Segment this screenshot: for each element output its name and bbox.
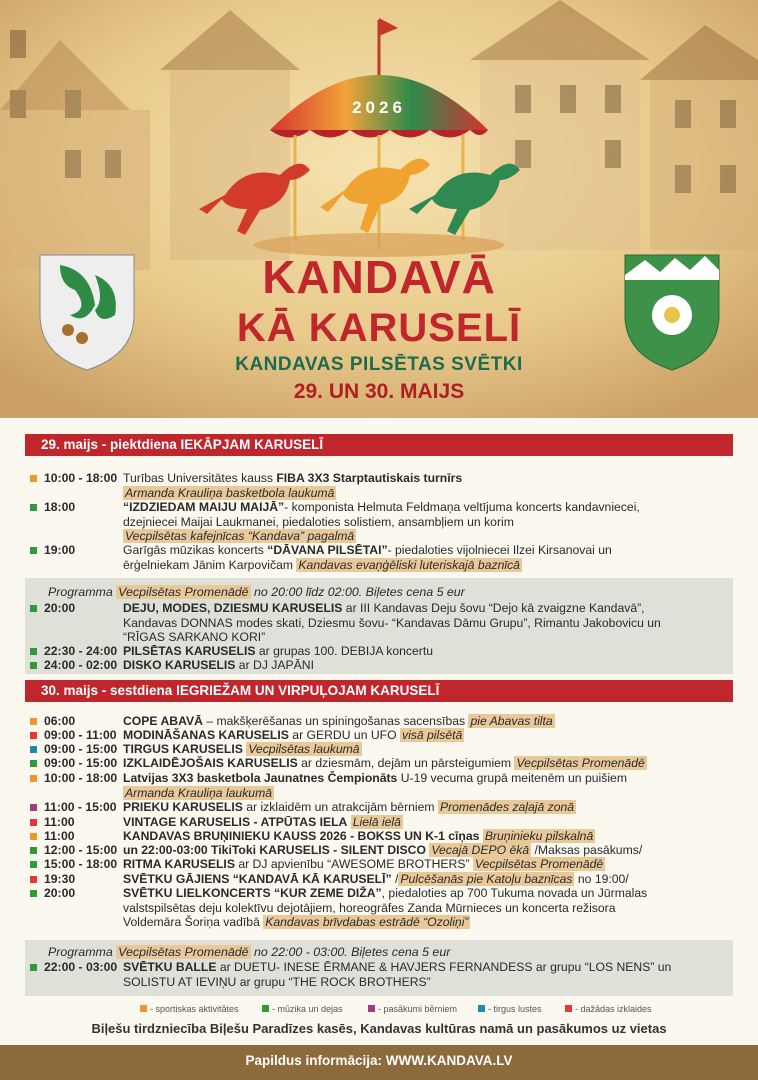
event-description: “IZDZIEDAM MAIJU MAIJĀ”- komponista Helmuta Feldmaņa veltījuma koncerts kandavniecei, dzejniecei Maijai Laukmanei, piedaloties solistiem, ansambļiem un korim Vecpilsētas kafejnīcas “Kandava” pagalmā bbox=[123, 500, 640, 544]
event-description: DEJU, MODES, DZIESMU KARUSELIS ar III Kandavas Deju šovu “Dejo kā zvaigzne Kandavā”, Kandavas DONNAS modes skati, Dziesmu šovu- “Kandavas Dāmu Grupu”, Rimantu Jakobovicu un “RĪGAS SARKANO KORI” bbox=[123, 601, 661, 645]
category-marker bbox=[30, 732, 37, 739]
event-time: 22:30 - 24:00 bbox=[44, 644, 118, 658]
event-description: PILSĒTAS KARUSELIS ar grupas 100. DEBIJA koncertu bbox=[123, 644, 433, 658]
category-marker bbox=[30, 861, 37, 868]
footer-more-info[interactable]: Papildus informācija: WWW.KANDAVA.LV bbox=[0, 1045, 758, 1080]
category-marker bbox=[30, 718, 37, 725]
event-description: COPE ABAVĀ – makšķerēšanas un spiningošanas sacensības pie Abavas tilta bbox=[123, 714, 553, 728]
category-marker bbox=[30, 876, 37, 883]
category-marker bbox=[30, 547, 37, 554]
day2-program-header: Programma Vecpilsētas Promenādē no 22:00 - 03:00. Biļetes cena 5 eur bbox=[48, 945, 451, 959]
event-time: 11:00 - 15:00 bbox=[44, 800, 117, 814]
legend-item-sport: - sportiskas aktivitātes bbox=[140, 1004, 239, 1014]
day1-program-header: Programma Vecpilsētas Promenādē no 20:00 līdz 02:00. Biļetes cena 5 eur bbox=[48, 585, 465, 599]
event-description: PRIEKU KARUSELIS ar izklaidēm un atrakcijām bērniem Promenādes zaļajā zonā bbox=[123, 800, 575, 814]
category-marker bbox=[30, 475, 37, 482]
category-marker bbox=[30, 804, 37, 811]
event-location: Armanda Krauliņa laukumā bbox=[125, 785, 273, 800]
festival-dates: 29. UN 30. MAIJS bbox=[293, 380, 465, 403]
event-description: TIRGUS KARUSELIS Vecpilsētas laukumā bbox=[123, 742, 360, 756]
event-description: Garīgās mūzikas koncerts “DĀVANA PILSĒTAI”- piedaloties vijolniecei Ilzei Kirsanovai un ērģelniekam Jānim Karpovičam Kandavas evaņģēliski luteriskajā baznīcā bbox=[123, 543, 612, 572]
event-time: 19:30 bbox=[44, 872, 76, 886]
event-time: 12:00 - 15:00 bbox=[44, 843, 118, 857]
event-description: Turības Universitātes kauss FIBA 3X3 Starptautiskais turnīrs Armanda Krauliņa basketbola laukumā bbox=[123, 471, 463, 500]
event-location: Pulcēšanās pie Katoļu baznīcas bbox=[400, 872, 573, 886]
day1-banner: 29. maijs - piektdiena IEKĀPJAM KARUSELĪ bbox=[25, 434, 733, 456]
event-time: 20:00 bbox=[44, 886, 76, 900]
festival-subtitle: KANDAVAS PILSĒTAS SVĒTKI bbox=[235, 354, 523, 375]
event-time: 19:00 bbox=[44, 543, 76, 557]
event-time: 06:00 bbox=[44, 714, 76, 728]
event-time: 18:00 bbox=[44, 500, 76, 514]
event-location: Vecpilsētas Promenādē bbox=[474, 857, 604, 871]
event-time: 11:00 bbox=[44, 829, 75, 843]
festival-title-line1: KANDAVĀ bbox=[262, 251, 496, 303]
category-marker bbox=[30, 648, 37, 655]
category-marker bbox=[30, 662, 37, 669]
category-marker bbox=[30, 504, 37, 511]
category-marker bbox=[30, 964, 37, 971]
day2-banner: 30. maijs - sestdiena IEGRIEŽAM UN VIRPUĻOJAM KARUSELĪ bbox=[25, 680, 733, 702]
event-description: SVĒTKU BALLE ar DUETU- INESE ĒRMANE & HAVJERS FERNANDESS ar grupu “LOS NENS” un SOLISTU AT IEVIŅU ar grupu “THE ROCK BROTHERS” bbox=[123, 960, 672, 989]
event-location: Vecpilsētas Promenādē bbox=[516, 756, 645, 770]
event-location: Vecajā DEPO ēkā bbox=[431, 843, 530, 857]
category-marker bbox=[30, 760, 37, 767]
event-time: 20:00 bbox=[44, 601, 76, 615]
event-description: RITMA KARUSELIS ar DJ apvienību “AWESOME BROTHERS” Vecpilsētas Promenādē bbox=[123, 857, 604, 871]
year-label: 2026 bbox=[352, 98, 406, 117]
event-description: MODINĀŠANAS KARUSELIS ar GERDU un UFO visā pilsētā bbox=[123, 728, 463, 742]
event-time: 24:00 - 02:00 bbox=[44, 658, 118, 672]
event-description: SVĒTKU LIELKONCERTS “KUR ZEME DIŽA”, piedaloties ap 700 Tukuma novada un Jūrmalas valstspilsētas deju kolektīvu dejotājiem, horeogrāfes Zanda Mūrnieces un koncerta režisora Voldemāra Šoriņa vadībā Kandavas brīvdabas estrādē “Ozoliņi” bbox=[123, 886, 648, 930]
event-description: DISKO KARUSELIS ar DJ JAPĀNI bbox=[123, 658, 314, 672]
event-description: Latvijas 3X3 basketbola Jaunatnes Čempionāts U-19 vecuma grupā meitenēm un puišiem Armanda Krauliņa laukumā bbox=[123, 771, 627, 800]
category-marker bbox=[30, 819, 37, 826]
event-time: 09:00 - 15:00 bbox=[44, 756, 118, 770]
category-marker bbox=[30, 746, 37, 753]
event-location: Armanda Krauliņa basketbola laukumā bbox=[125, 485, 335, 500]
event-description: KANDAVAS BRUŅINIEKU KAUSS 2026 - BOKSS UN K-1 cīņas Bruņinieku pilskalnā bbox=[123, 829, 594, 843]
legend-item-market: - tirgus lustes bbox=[478, 1004, 542, 1014]
event-description: VINTAGE KARUSELIS - ATPŪTAS IELA Lielā ielā bbox=[123, 815, 401, 829]
category-marker bbox=[30, 775, 37, 782]
event-location: Promenādes zaļajā zonā bbox=[439, 800, 575, 814]
ticket-info: Biļešu tirdzniecība Biļešu Paradīzes kasēs, Kandavas kultūras namā un pasākumos uz vietas bbox=[91, 1021, 667, 1036]
event-description: IZKLAIDĒJOŠAIS KARUSELIS ar dziesmām, dejām un pārsteigumiem Vecpilsētas Promenādē bbox=[123, 756, 645, 770]
event-location: Bruņinieku pilskalnā bbox=[484, 829, 594, 843]
event-location: visā pilsētā bbox=[401, 728, 463, 742]
event-time: 22:00 - 03:00 bbox=[44, 960, 118, 974]
category-marker bbox=[30, 847, 37, 854]
event-location: Vecpilsētas laukumā bbox=[248, 742, 360, 756]
hero-banner bbox=[0, 0, 758, 418]
event-time: 15:00 - 18:00 bbox=[44, 857, 118, 871]
legend-item-fun: - dažādas izklaides bbox=[565, 1004, 652, 1014]
category-marker bbox=[30, 605, 37, 612]
event-location: pie Abavas tilta bbox=[470, 714, 553, 728]
legend-item-music: - mūzika un dejas bbox=[262, 1004, 343, 1014]
event-description: SVĒTKU GĀJIENS “KANDAVĀ KĀ KARUSELĪ” / Pulcēšanās pie Katoļu baznīcas no 19:00/ bbox=[123, 872, 629, 886]
event-location: Kandavas evaņģēliski luteriskajā baznīcā bbox=[298, 557, 520, 572]
event-time: 10:00 - 18:00 bbox=[44, 771, 118, 785]
event-location: Lielā ielā bbox=[352, 815, 401, 829]
event-location: Vecpilsētas kafejnīcas “Kandava” pagalmā bbox=[125, 529, 355, 544]
event-time: 09:00 - 11:00 bbox=[44, 728, 117, 742]
legend-item-kids: - pasākumi bērniem bbox=[368, 1004, 457, 1014]
festival-title-line2: KĀ KARUSELĪ bbox=[236, 306, 522, 350]
event-description: un 22:00-03:00 TikiToki KARUSELIS - SILENT DISCO Vecajā DEPO ēkā /Maksas pasākums/ bbox=[123, 843, 643, 857]
category-marker bbox=[30, 890, 37, 897]
event-time: 09:00 - 15:00 bbox=[44, 742, 118, 756]
event-location: Kandavas brīvdabas estrādē “Ozoliņi” bbox=[265, 915, 469, 930]
event-time: 11:00 bbox=[44, 815, 75, 829]
event-time: 10:00 - 18:00 bbox=[44, 471, 118, 485]
category-marker bbox=[30, 833, 37, 840]
